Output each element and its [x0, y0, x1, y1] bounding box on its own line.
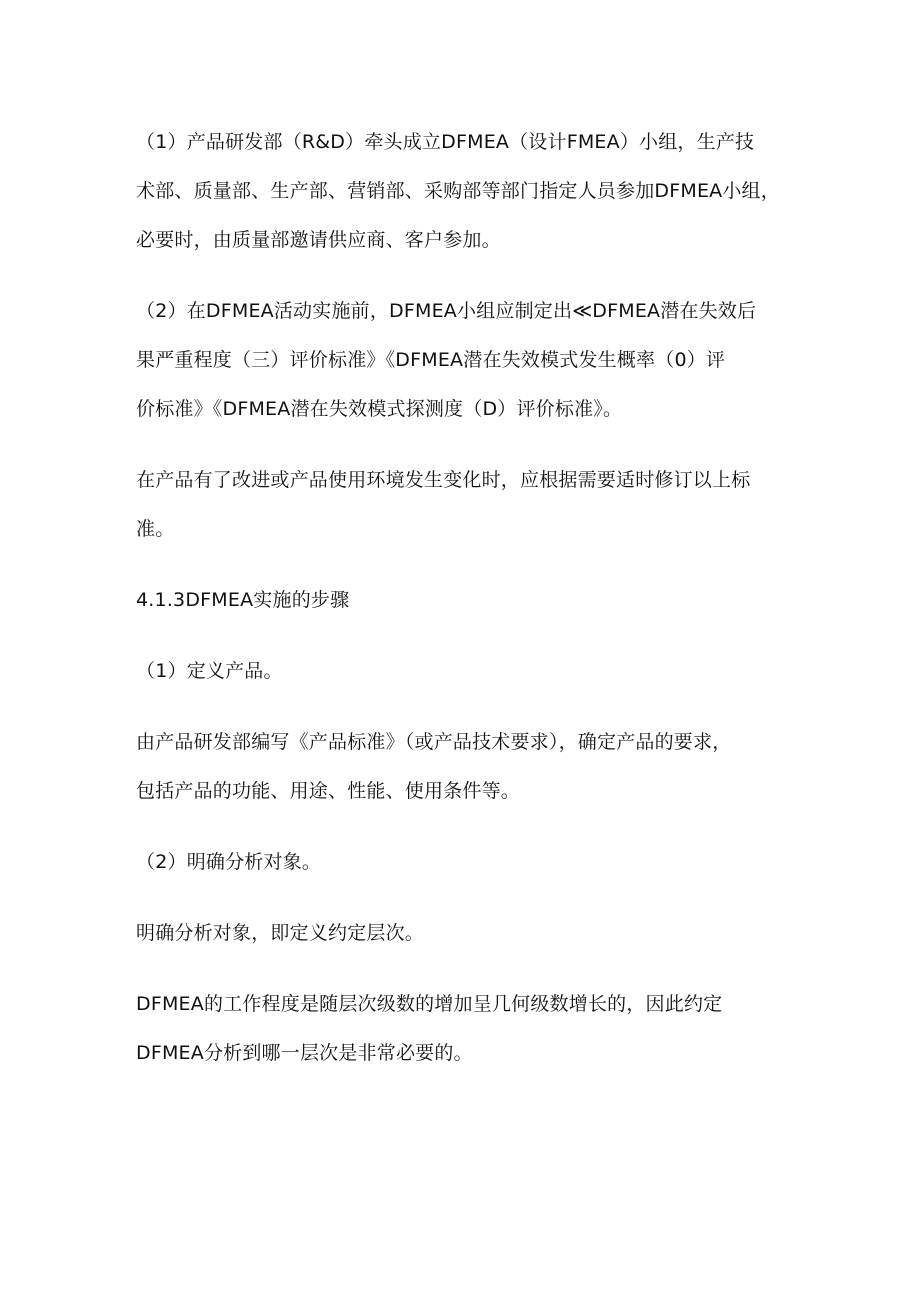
text-line: （2）明确分析对象。 [136, 851, 322, 873]
text-line: 由产品研发部编写《产品标准》（或产品技术要求），确定产品的要求， [136, 731, 732, 753]
text-line: 准。 [136, 518, 175, 540]
paragraph-gap [136, 887, 788, 909]
paragraph-dfmea-team [136, 118, 788, 265]
text-line: 必要时，由质量部邀请供应商、客户参加。 [136, 229, 501, 251]
text-line: 价标准》《DFMEA潜在失效模式探测度（D）评价标准》。 [136, 398, 623, 420]
paragraph-gap [136, 625, 788, 647]
text-line: DFMEA的工作程度是随层次级数的增加呈几何级数增长的，因此约定 [136, 993, 723, 1015]
text-line: （2）在DFMEA活动实施前，DFMEA小组应制定出≪DFMEA潜在失效后 [136, 300, 757, 322]
paragraph-gap [136, 816, 788, 838]
text-line: 术部、质量部、生产部、营销部、采购部等部门指定人员参加DFMEA小组， [136, 180, 780, 202]
text-line: （1）定义产品。 [136, 660, 283, 682]
paragraph-level-growth [136, 980, 788, 1078]
text-line: （1）产品研发部（R&D）牵头成立DFMEA（设计FMEA）小组，生产技 [136, 131, 755, 153]
step-define-product [136, 647, 788, 696]
text-line: 包括产品的功能、用途、性能、使用条件等。 [136, 780, 521, 802]
text-line: 果严重程度（三）评价标准》《DFMEA潜在失效模式发生概率（0）评 [136, 349, 726, 371]
section-heading [136, 576, 788, 625]
paragraph-gap [136, 696, 788, 718]
text-line: DFMEA分析到哪一层次是非常必要的。 [136, 1042, 473, 1064]
paragraph-revise-standards [136, 456, 788, 554]
paragraph-gap [136, 265, 788, 287]
paragraph-define-levels [136, 909, 788, 958]
text-line: 在产品有了改进或产品使用环境发生变化时，应根据需要适时修订以上标 [136, 469, 751, 491]
text-line: 4.1.3DFMEA实施的步骤 [136, 589, 350, 611]
paragraph-gap [136, 958, 788, 980]
paragraph-evaluation-standards [136, 287, 788, 434]
paragraph-product-standard [136, 718, 788, 816]
paragraph-gap [136, 554, 788, 576]
step-analysis-object [136, 838, 788, 887]
document-body [136, 118, 788, 1078]
paragraph-gap [136, 434, 788, 456]
text-line: 明确分析对象，即定义约定层次。 [136, 922, 425, 944]
